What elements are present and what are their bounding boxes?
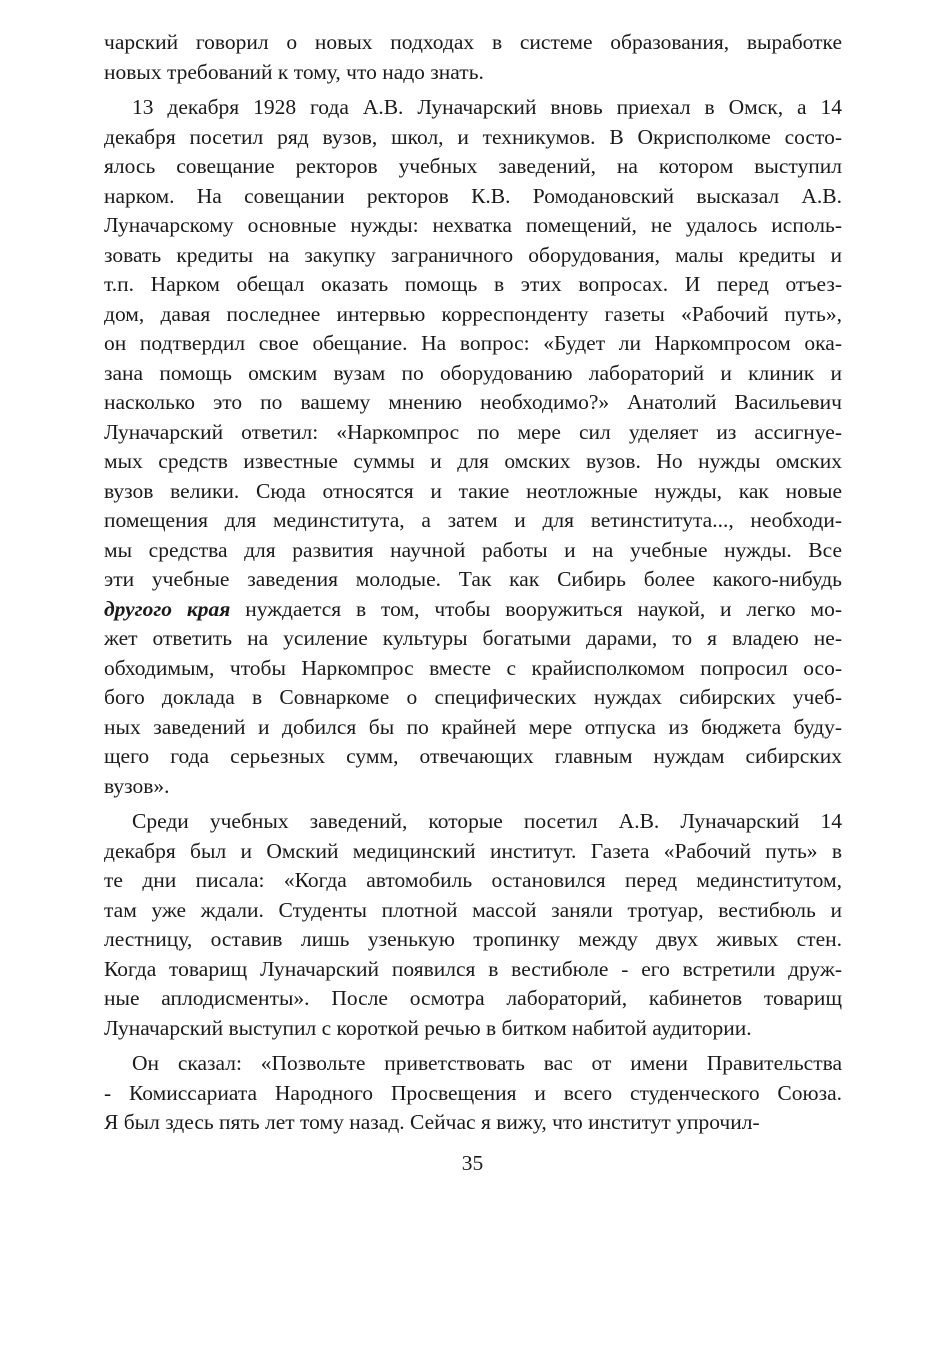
text-line: 13 декабря 1928 года А.В. Луначарский вновь приехал в Омск, а 14 xyxy=(132,95,842,119)
text-line: декабря посетил ряд вузов, школ, и техникумов. В Окрисполкоме состо- xyxy=(104,124,842,149)
text-line: дом, давая последнее интервью корреспонденту газеты «Рабочий путь», xyxy=(104,301,842,326)
text-line: там уже ждали. Студенты плотной массой заняли тротуар, вестибюль и xyxy=(104,897,842,922)
text-line: насколько это по вашему мнению необходимо?» Анатолий Васильевич xyxy=(104,390,842,414)
text-line: Я был здесь пять лет тому назад. Сейчас я вижу, что институт упрочил- xyxy=(104,1110,760,1134)
text-line: лестницу, оставив лишь узенькую тропинку между двух живых стен. xyxy=(104,927,842,951)
text-line: ные аплодисменты». После осмотра лабораторий, кабинетов товарищ xyxy=(104,986,842,1010)
text-line: зовать кредиты на закупку заграничного оборудования, малы кредиты и xyxy=(104,242,842,267)
text-line: Когда товарищ Луначарский появился в вестибюле - его встретили друж- xyxy=(104,956,842,981)
text-line: Он сказал: «Позвольте приветствовать вас от имени Правительства xyxy=(132,1051,842,1075)
text-line: декабря был и Омский медицинский институт. Газета «Рабочий путь» в xyxy=(104,838,842,863)
text-line: обходимым, чтобы Наркомпрос вместе с крайисполкомом попросил осо- xyxy=(104,655,842,680)
text-line: Луначарский ответил: «Наркомпрос по мере сил уделяет из ассигнуе- xyxy=(104,419,842,444)
paragraph xyxy=(104,28,842,87)
text-line: вузов велики. Сюда относятся и такие неотложные нужды, как новые xyxy=(104,478,842,503)
paragraph xyxy=(104,1049,842,1138)
text-line: ялось совещание ректоров учебных заведений, на котором выступил xyxy=(104,154,842,178)
paragraph xyxy=(104,807,842,1043)
text-line: эти учебные заведения молодые. Так как Сибирь более какого-нибудь xyxy=(104,567,842,591)
text-line: мых средств известные суммы и для омских вузов. Но нужды омских xyxy=(104,449,842,473)
document-page xyxy=(104,28,842,1138)
text-line: Луначарский выступил с короткой речью в битком набитой аудитории. xyxy=(104,1015,752,1040)
text-line: другого края нуждается в том, чтобы вооружиться наукой, и легко мо- xyxy=(104,596,842,621)
text-line: вузов». xyxy=(104,773,170,798)
text-line: зана помощь омским вузам по оборудованию лабораторий и клиник и xyxy=(104,360,842,385)
emphasized-phrase: другого края xyxy=(104,596,231,621)
text-line: Среди учебных заведений, которые посетил А.В. Луначарский 14 xyxy=(132,809,842,833)
text-line: т.п. Нарком обещал оказать помощь в этих вопросах. И перед отъез- xyxy=(104,272,842,296)
text-line: щего года серьезных сумм, отвечающих главным нуждам сибирских xyxy=(104,744,842,768)
text-line: новых требований к тому, что надо знать. xyxy=(104,59,484,84)
paragraph xyxy=(104,93,842,801)
text-line: - Комиссариата Народного Просвещения и всего студенческого Союза. xyxy=(104,1080,842,1105)
text-line: те дни писала: «Когда автомобиль остановился перед мединститутом, xyxy=(104,868,842,892)
text-line: чарский говорил о новых подходах в системе образования, выработке xyxy=(104,30,842,54)
text-line: бого доклада в Совнаркоме о специфических нуждах сибирских учеб- xyxy=(104,685,842,709)
text-line: жет ответить на усиление культуры богатыми дарами, то я владею не- xyxy=(104,626,842,650)
page-number: 35 xyxy=(461,1151,484,1175)
text-line: помещения для мединститута, а затем и для ветинститута..., необходи- xyxy=(104,508,842,532)
text-line: нарком. На совещании ректоров К.В. Ромодановский высказал А.В. xyxy=(104,183,842,208)
text-line: он подтвердил свое обещание. На вопрос: «Будет ли Наркомпросом ока- xyxy=(104,331,842,355)
text-line: Луначарскому основные нужды: нехватка помещений, не удалось исполь- xyxy=(104,213,842,237)
text-line: ных заведений и добился бы по крайней мере отпуска из бюджета буду- xyxy=(104,714,842,739)
text-line: мы средства для развития научной работы и на учебные нужды. Все xyxy=(104,537,842,562)
